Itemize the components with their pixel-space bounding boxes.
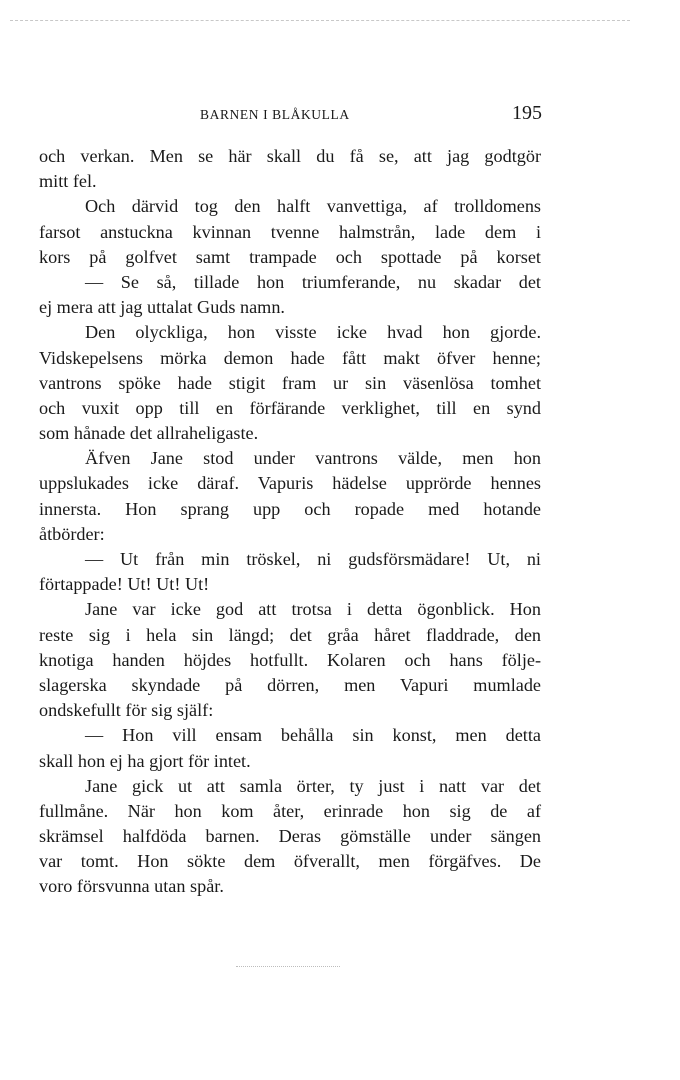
text-line: — Ut från min tröskel, ni gudsförsmädare! Ut, ni bbox=[85, 549, 541, 569]
text-line: slagerska skyndade på dörren, men Vapuri mumlade bbox=[39, 674, 541, 695]
text-line: Jane gick ut att samla örter, ty just i natt var det bbox=[85, 775, 541, 796]
page-number: 195 bbox=[512, 102, 542, 124]
body-text bbox=[39, 144, 541, 900]
scan-artifact-line bbox=[10, 20, 630, 21]
text-line: förtappade! Ut! Ut! Ut! bbox=[39, 574, 210, 595]
text-line: — Hon vill ensam behålla sin konst, men detta bbox=[85, 725, 541, 746]
text-line: farsot anstuckna kvinnan tvenne halmstrån, lade dem i bbox=[39, 221, 541, 242]
text-line: vantrons spöke hade stigit fram ur sin väsenlösa tomhet bbox=[39, 372, 541, 393]
text-line: och verkan. Men se här skall du få se, att jag godtgör bbox=[39, 146, 541, 166]
text-line: åtbörder: bbox=[39, 523, 105, 544]
text-line: ej mera att jag uttalat Guds namn. bbox=[39, 297, 285, 318]
text-line: innersta. Hon sprang upp och ropade med hotande bbox=[39, 498, 541, 519]
scan-artifact-mark bbox=[236, 966, 340, 967]
text-line: skrämsel halfdöda barnen. Deras gömställe under sängen bbox=[39, 826, 541, 847]
text-line: var tomt. Hon sökte dem öfverallt, men förgäfves. De bbox=[39, 851, 541, 872]
text-line: Jane var icke god att trotsa i detta ögonblick. Hon bbox=[85, 599, 541, 620]
text-line: Äfven Jane stod under vantrons välde, men hon bbox=[85, 448, 541, 469]
text-line: uppslukades icke däraf. Vapuris hädelse upprörde hennes bbox=[39, 473, 541, 494]
text-line: som hånade det allraheligaste. bbox=[39, 423, 259, 444]
text-line: Och därvid tog den halft vanvettiga, af trolldomens bbox=[85, 196, 541, 217]
text-line: Vidskepelsens mörka demon hade fått makt öfver henne; bbox=[39, 347, 541, 368]
text-line: skall hon ej ha gjort för intet. bbox=[39, 750, 251, 771]
text-line: voro försvunna utan spår. bbox=[39, 876, 224, 897]
text-line: mitt fel. bbox=[39, 171, 97, 192]
text-line: Den olyckliga, hon visste icke hvad hon gjorde. bbox=[85, 322, 541, 343]
text-line: kors på golfvet samt trampade och spottade på korset bbox=[39, 246, 541, 267]
running-title: BARNEN I BLÅKULLA bbox=[200, 107, 350, 122]
text-line: reste sig i hela sin längd; det gråa håret fladdrade, den bbox=[39, 624, 541, 645]
text-line: fullmåne. När hon kom åter, erinrade hon sig de af bbox=[39, 800, 541, 821]
text-line: knotiga handen höjdes hotfullt. Kolaren och hans följe- bbox=[39, 649, 541, 670]
running-head bbox=[40, 104, 542, 128]
text-line: — Se så, tillade hon triumferande, nu skadar det bbox=[85, 271, 541, 292]
text-line: och vuxit opp till en förfärande verklighet, till en synd bbox=[39, 397, 541, 418]
text-line: ondskefullt för sig själf: bbox=[39, 700, 214, 721]
